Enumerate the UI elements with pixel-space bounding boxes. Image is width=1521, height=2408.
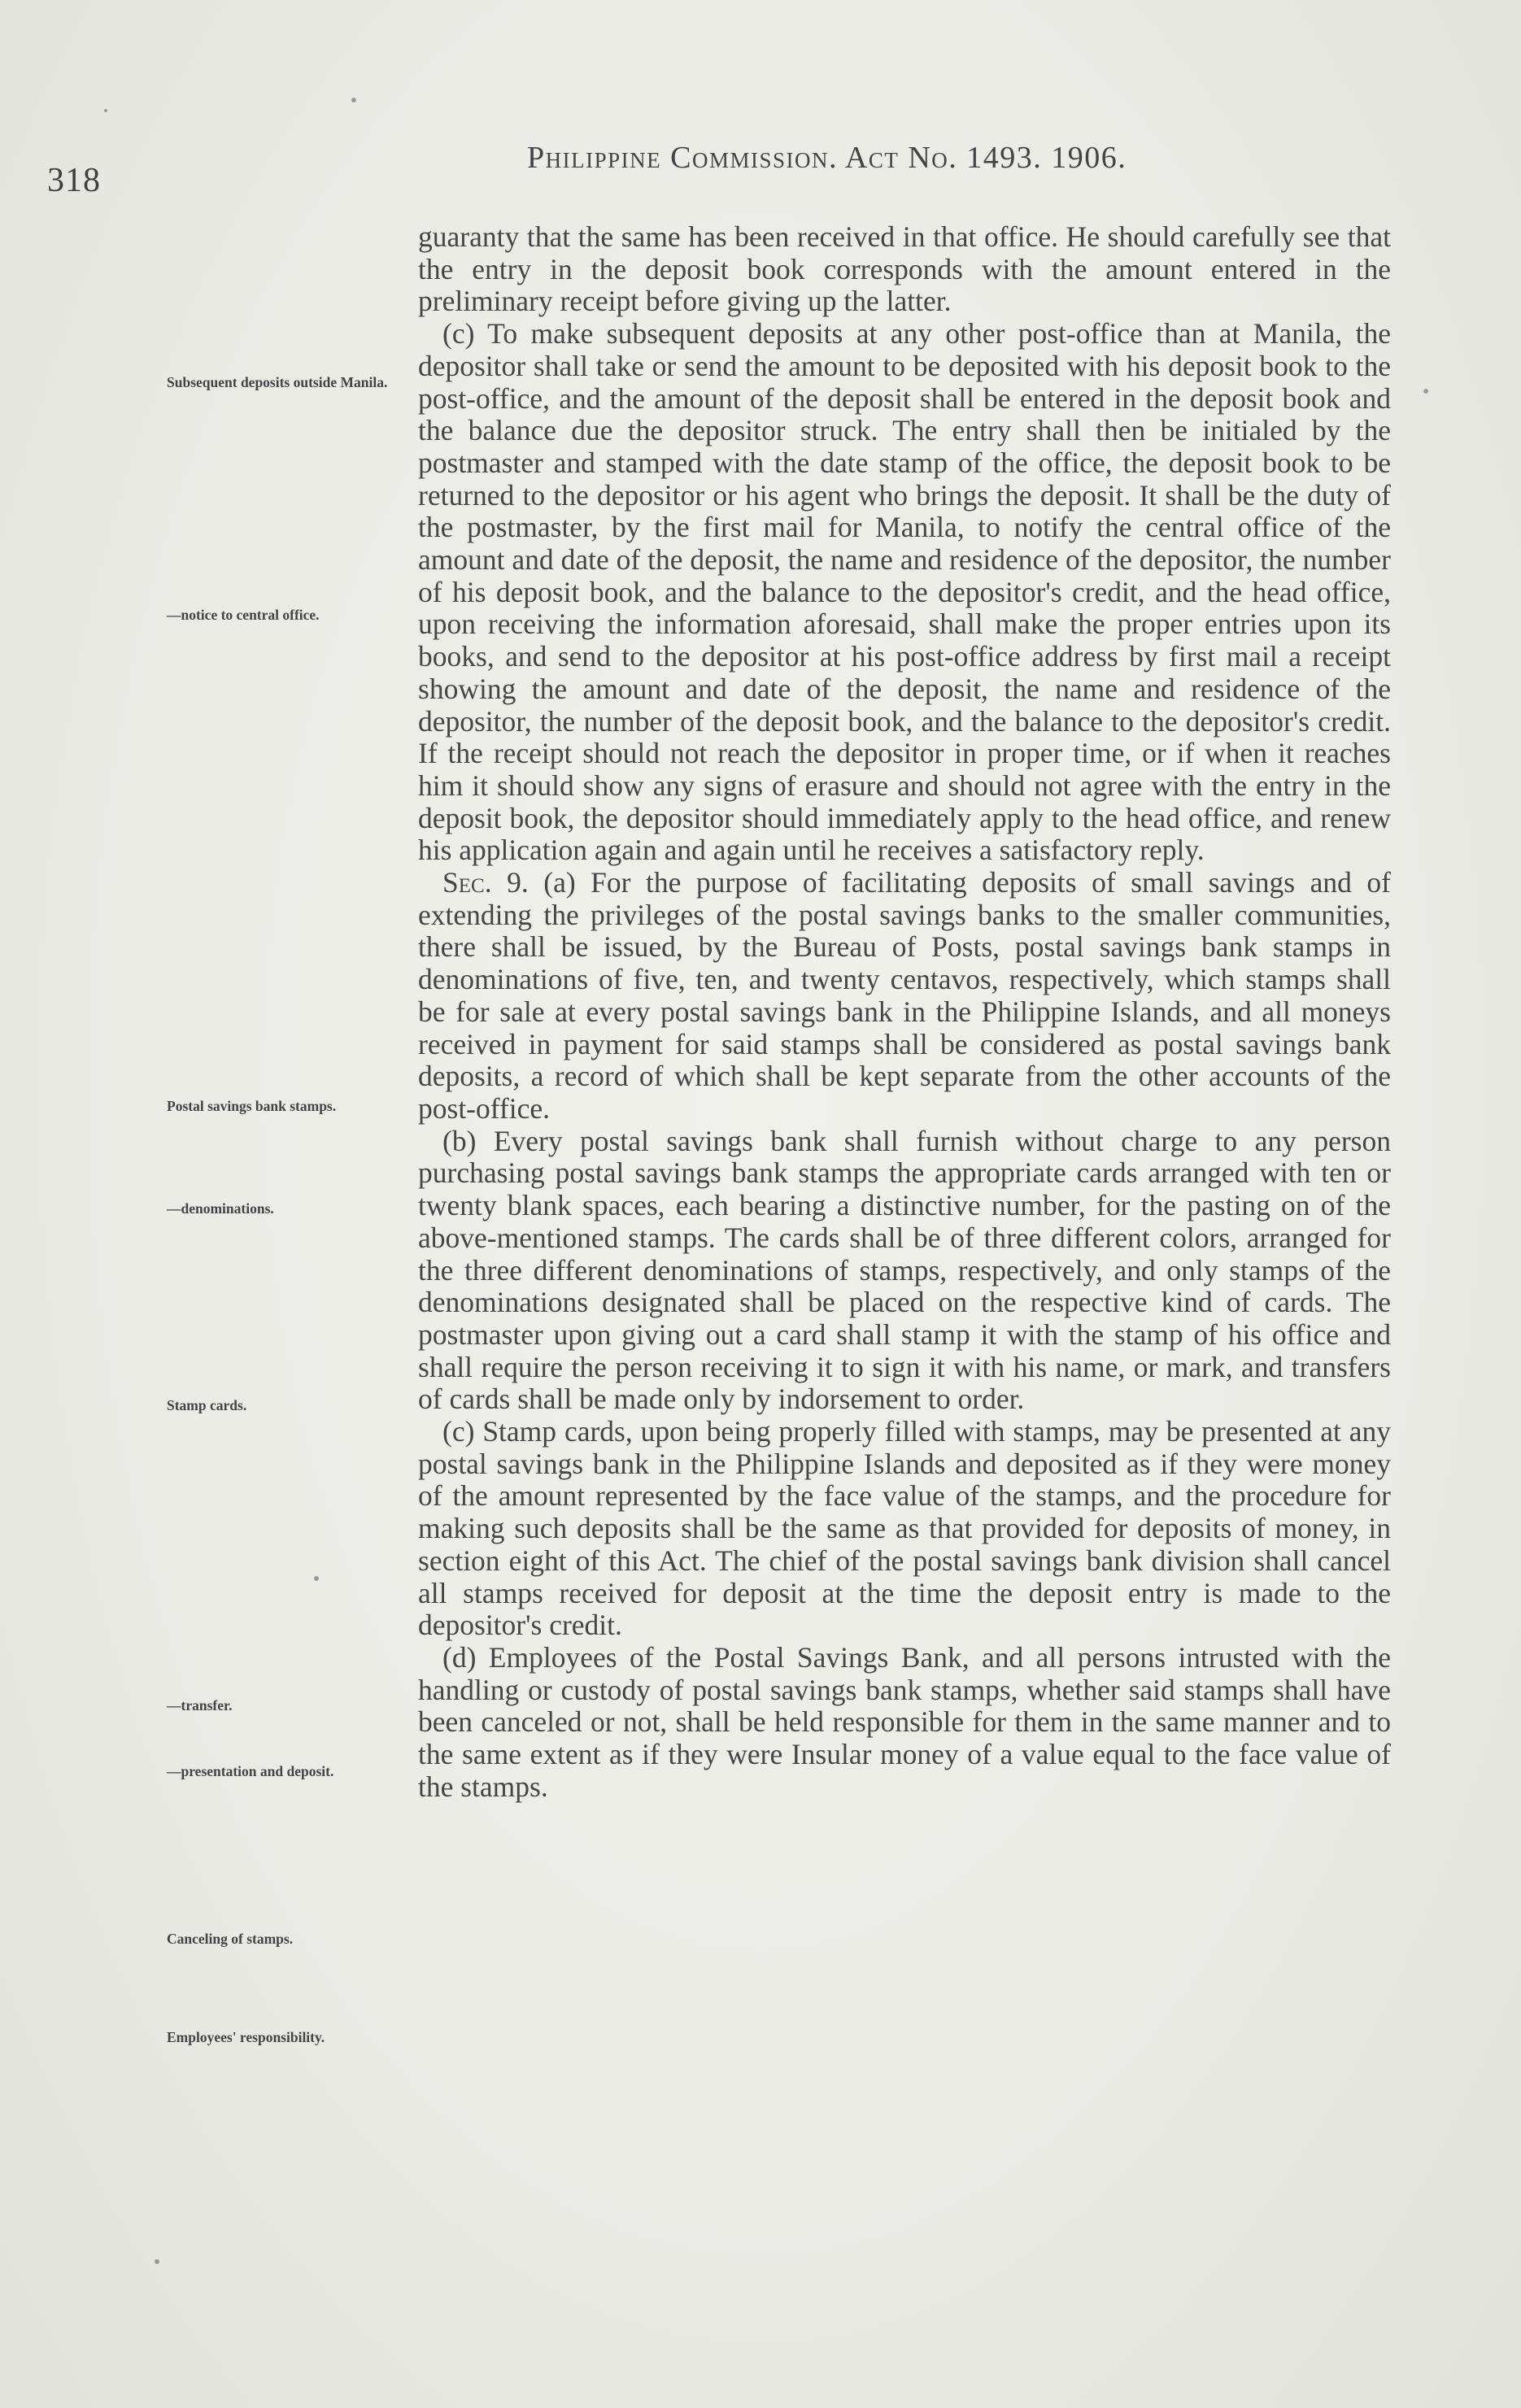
margin-note-denominations: —denominations. (167, 1200, 274, 1217)
scan-speck (1423, 389, 1428, 394)
page-number: 318 (47, 162, 101, 199)
scan-speck (351, 98, 356, 102)
scan-speck (155, 2259, 159, 2264)
margin-note-notice-to-central-office: —notice to central office. (167, 607, 320, 623)
paragraph-sec-9-a-text: (a) For the purpose of facilitating deposits of small savings and of extending the privileges of the postal savings banks to the smaller communities, there shall be issued, by the Bureau of Posts, postal savings bank stamps in denominations of five, ten, and twenty centavos, respectively, which stamps shall be for sale at every postal savings bank in the Philippine Islands, and all moneys received in payment for said stamps shall be considered as postal savings bank deposits, a record of which shall be kept separate from the other accounts of the post-office. (418, 866, 1391, 1125)
margin-note-stamp-cards: Stamp cards. (167, 1397, 247, 1413)
body-text (418, 221, 1391, 1803)
paragraph-sec-9-c: (c) Stamp cards, upon being properly filled with stamps, may be presented at any postal savings bank in the Philippine Islands and deposited as if they were money of the amount represented by the face value of the stamps, and the procedure for making such deposits shall be the same as that provided for deposits of money, in section eight of this Act. The chief of the postal savings bank division shall cancel all stamps received for deposit at the time the deposit entry is made to the depositor's credit. (418, 1415, 1391, 1642)
section-label: Sec. 9. (442, 866, 529, 899)
margin-note-employees-responsibility: Employees' responsibility. (167, 2029, 325, 2045)
margin-note-postal-savings-bank-stamps: Postal savings bank stamps. (167, 1098, 337, 1114)
scan-speck (104, 109, 107, 112)
running-head: Philippine Commission. Act No. 1493. 1906. (527, 141, 1127, 175)
paragraph-sec-9-d: (d) Employees of the Postal Savings Bank, and all persons intrusted with the handling or custody of postal savings bank stamps, whether said stamps shall have been canceled or not, shall be held responsible for them in the same manner and to the same extent as if they were Insular money of a value equal to the face value of the stamps. (418, 1640, 1391, 1803)
margin-note-canceling-of-stamps: Canceling of stamps. (167, 1931, 294, 1947)
paragraph-sec-9-a (418, 867, 1391, 1126)
paragraph-continued: guaranty that the same has been received in that office. He should carefully see that the entry in the deposit book corresponds with the amount entered in the preliminary receipt before giving up the latter. (418, 220, 1391, 318)
margin-note-transfer: —transfer. (167, 1697, 233, 1713)
scan-speck (314, 1576, 319, 1581)
margin-note-subsequent-deposits: Subsequent deposits outside Manila. (167, 374, 388, 390)
paragraph-subsequent-deposits: (c) To make subsequent deposits at any other post-office than at Manila, the depositor shall take or send the amount to be deposited with his deposit book to the post-office, and the amount of the deposit shall be entered in the deposit book and the balance due the depositor struck. The entry shall then be initialed by the postmaster and stamped with the date stamp of the office, the deposit book to be returned to the depositor or his agent who brings the deposit. It shall be the duty of the postmaster, by the first mail for Manila, to notify the central office of the amount and date of the deposit, the name and residence of the depositor, the number of his deposit book, and the balance to the depositor's credit, and the head office, upon receiving the information aforesaid, shall make the proper entries upon its books, and send to the depositor at his post-office address by first mail a receipt showing the amount and date of the deposit, the name and residence of the depositor, the number of the deposit book, and the balance to the depositor's credit. If the receipt should not reach the depositor in proper time, or if when it reaches him it should show any signs of erasure and should not agree with the entry in the deposit book, the depositor should immediately apply to the head office, and renew his application again and again until he receives a satisfactory reply. (418, 317, 1391, 867)
paragraph-sec-9-b: (b) Every postal savings bank shall furnish without charge to any person purchasing postal savings bank stamps the appropriate cards arranged with ten or twenty blank spaces, each bearing a distinctive number, for the pasting on of the above-mentioned stamps. The cards shall be of three different colors, arranged for the three different denominations of stamps, respectively, and only stamps of the denominations designated shall be placed on the respective kind of cards. The postmaster upon giving out a card shall stamp it with the stamp of his office and shall require the person receiving it to sign it with his name, or mark, and transfers of cards shall be made only by indorsement to order. (418, 1124, 1391, 1416)
margin-note-presentation-and-deposit: —presentation and deposit. (167, 1763, 334, 1779)
